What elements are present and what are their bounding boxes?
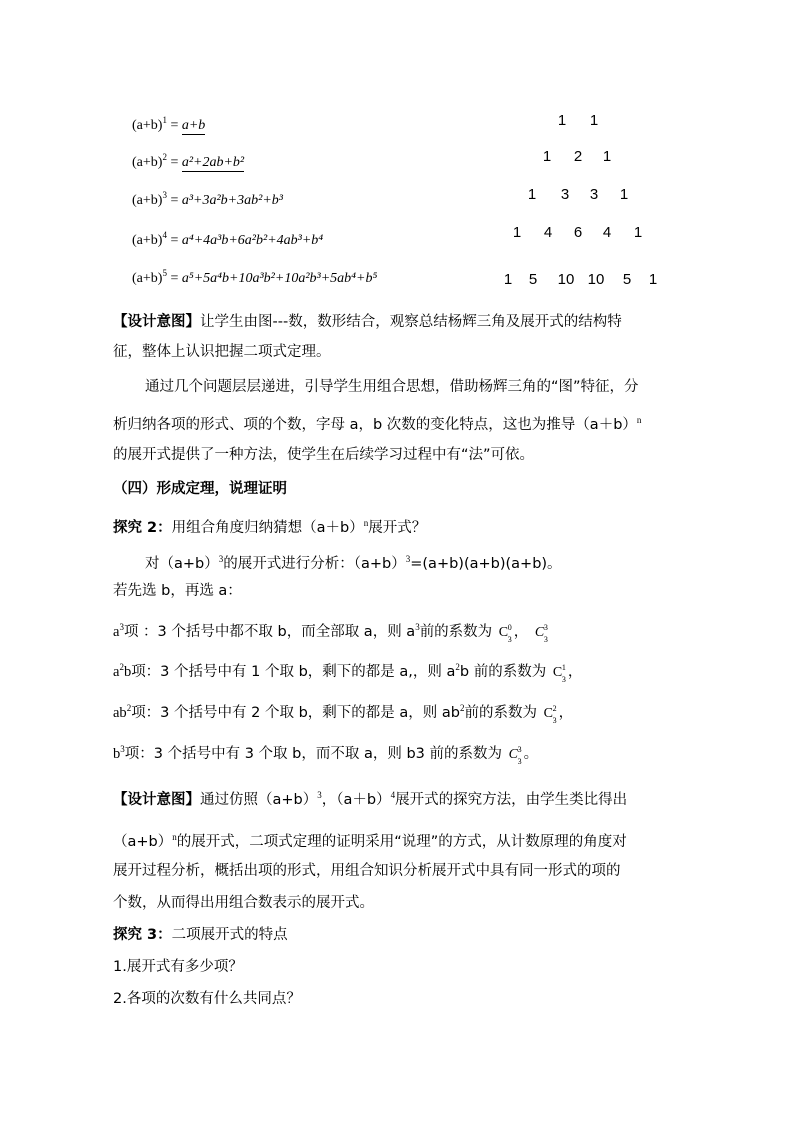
question-2: 2.各项的次数有什么共同点？ <box>113 991 301 1007</box>
formula-rhs: a⁴+4a³b+6a²b²+4ab³+b⁴ <box>181 233 324 248</box>
combination-c-3-2: C 2 3 <box>543 704 557 725</box>
formula-rhs: a+b <box>181 118 206 133</box>
combination-c-3-3: C 3 3 <box>508 745 522 766</box>
triangle-number: 1 <box>602 148 612 165</box>
triangle-number: 1 <box>542 148 552 165</box>
formula-2: $(a+b)^2 = a^2+2ab+b^2$ <box>132 152 245 170</box>
combination-c-3-3: C 3 3 <box>534 623 548 644</box>
triangle-number: 1 <box>527 186 537 203</box>
triangle-number: 1 <box>503 271 513 288</box>
explore-2: 探究 2：用组合角度归纳猜想$(a+b)^n$展开式？ <box>113 518 427 536</box>
paragraph-line: 的展开式提供了一种方法，使学生在后续学习过程中有“法”可依。 <box>113 447 535 463</box>
term-line: $a^3$项 ：3 个括号中都不取 b，而全部取 a，则 $a^3$前的系数为 C 0 3 ， C 3 3 <box>113 622 548 644</box>
triangle-number: 5 <box>528 271 538 288</box>
formula-lhs: (a+b) <box>132 233 163 248</box>
triangle-number: 3 <box>560 186 570 203</box>
paragraph-line: 析归纳各项的形式、项的个数，字母 a，b 次数的变化特点，这也为推导$(a+b)^n$ <box>113 415 642 433</box>
design-intent-2-line4: 个数，从而得出用组合数表示的展开式。 <box>113 895 374 911</box>
question-1: 1.展开式有多少项？ <box>113 959 243 975</box>
paragraph-line: 通过几个问题层层递进，引导学生用组合思想，借助杨辉三角的“图”特征，分 <box>145 379 639 395</box>
triangle-number: 1 <box>512 224 522 241</box>
formula-lhs: (a+b) <box>132 155 163 170</box>
formula-4: $(a+b)^4 = a^4+4a^3b+6a^2b^2+4ab^3+b^4$ <box>132 230 324 248</box>
term-line: $b^3$项：3 个括号中有 3 个取 b，而不取 a，则 b3 前的系数为 C 3 3 。 <box>113 744 539 766</box>
explore-tag: 探究 3： <box>113 927 172 943</box>
triangle-number: 3 <box>589 186 599 203</box>
triangle-number: 1 <box>557 112 567 129</box>
formula-1: $(a+b)^1 = a+b$ <box>132 115 206 133</box>
design-intent-2-line2: $(a+b)^n$的展开式，二项式定理的证明采用“说理”的方式，从计数原理的角度对 <box>113 832 627 850</box>
triangle-number: 4 <box>543 224 553 241</box>
triangle-number: 10 <box>587 271 605 288</box>
design-intent-tag: 【设计意图】 <box>113 792 200 808</box>
formula-3: $(a+b)^3 = a^3+3a^2b+3ab^2+b^3$ <box>132 190 283 208</box>
design-intent-1: 【设计意图】让学生由图---数，数形结合，观察总结杨辉三角及展开式的结构特 <box>113 314 622 330</box>
combination-c-3-0: C 0 3 <box>498 623 512 644</box>
formula-rhs: a³+3a²b+3ab²+b³ <box>181 193 283 208</box>
triangle-number: 2 <box>573 148 583 165</box>
design-intent-1-line2: 征，整体上认识把握二项式定理。 <box>113 344 331 360</box>
pascal-triangle <box>0 0 794 300</box>
formula-rhs: a⁵+5a⁴b+10a³b²+10a²b³+5ab⁴+b⁵ <box>181 271 378 286</box>
formula-5: $(a+b)^5 = a^5+5a^4b+10a^3b^2+10a^2b^3+5ab^4+b^5$ <box>132 268 378 286</box>
formula-lhs: (a+b) <box>132 271 163 286</box>
triangle-number: 6 <box>573 224 583 241</box>
order-line: 若先选 b，再选 a： <box>113 583 242 599</box>
term-line: $a^2b$项：3 个括号中有 1 个取 b，剩下的都是 a,，则 $a^2b$ 前的系数为 C 1 3 ， <box>113 662 583 684</box>
design-intent-2: 【设计意图】通过仿照$(a+b)^3$，$(a+b)^4$展开式的探究方法，由学生类比得出 <box>113 790 628 808</box>
section-heading: （四）形成定理，说理证明 <box>113 481 287 497</box>
triangle-number: 1 <box>648 271 658 288</box>
triangle-number: 1 <box>589 112 599 129</box>
triangle-number: 1 <box>633 224 643 241</box>
term-line: $ab^2$项：3 个括号中有 2 个取 b，剩下的都是 a，则 $ab^2$前的系数为 C 2 3 ， <box>113 703 574 725</box>
explore-3: 探究 3：二项展开式的特点 <box>113 927 288 943</box>
triangle-number: 10 <box>557 271 575 288</box>
triangle-number: 1 <box>619 186 629 203</box>
triangle-number: 4 <box>602 224 612 241</box>
design-intent-tag: 【设计意图】 <box>113 314 200 330</box>
formula-lhs: (a+b) <box>132 193 163 208</box>
explore-tag: 探究 2： <box>113 520 172 536</box>
triangle-number: 5 <box>622 271 632 288</box>
formula-rhs: a²+2ab+b² <box>181 155 245 170</box>
combination-c-3-1: C 1 3 <box>552 663 566 684</box>
analysis-line: 对$(a+b)^3$的展开式进行分析：$(a+b)^3=(a+b)(a+b)(a+b)$。 <box>145 554 562 572</box>
design-intent-2-line3: 展开过程分析，概括出项的形式，用组合知识分析展开式中具有同一形式的项的 <box>113 863 621 879</box>
formula-lhs: (a+b) <box>132 118 163 133</box>
